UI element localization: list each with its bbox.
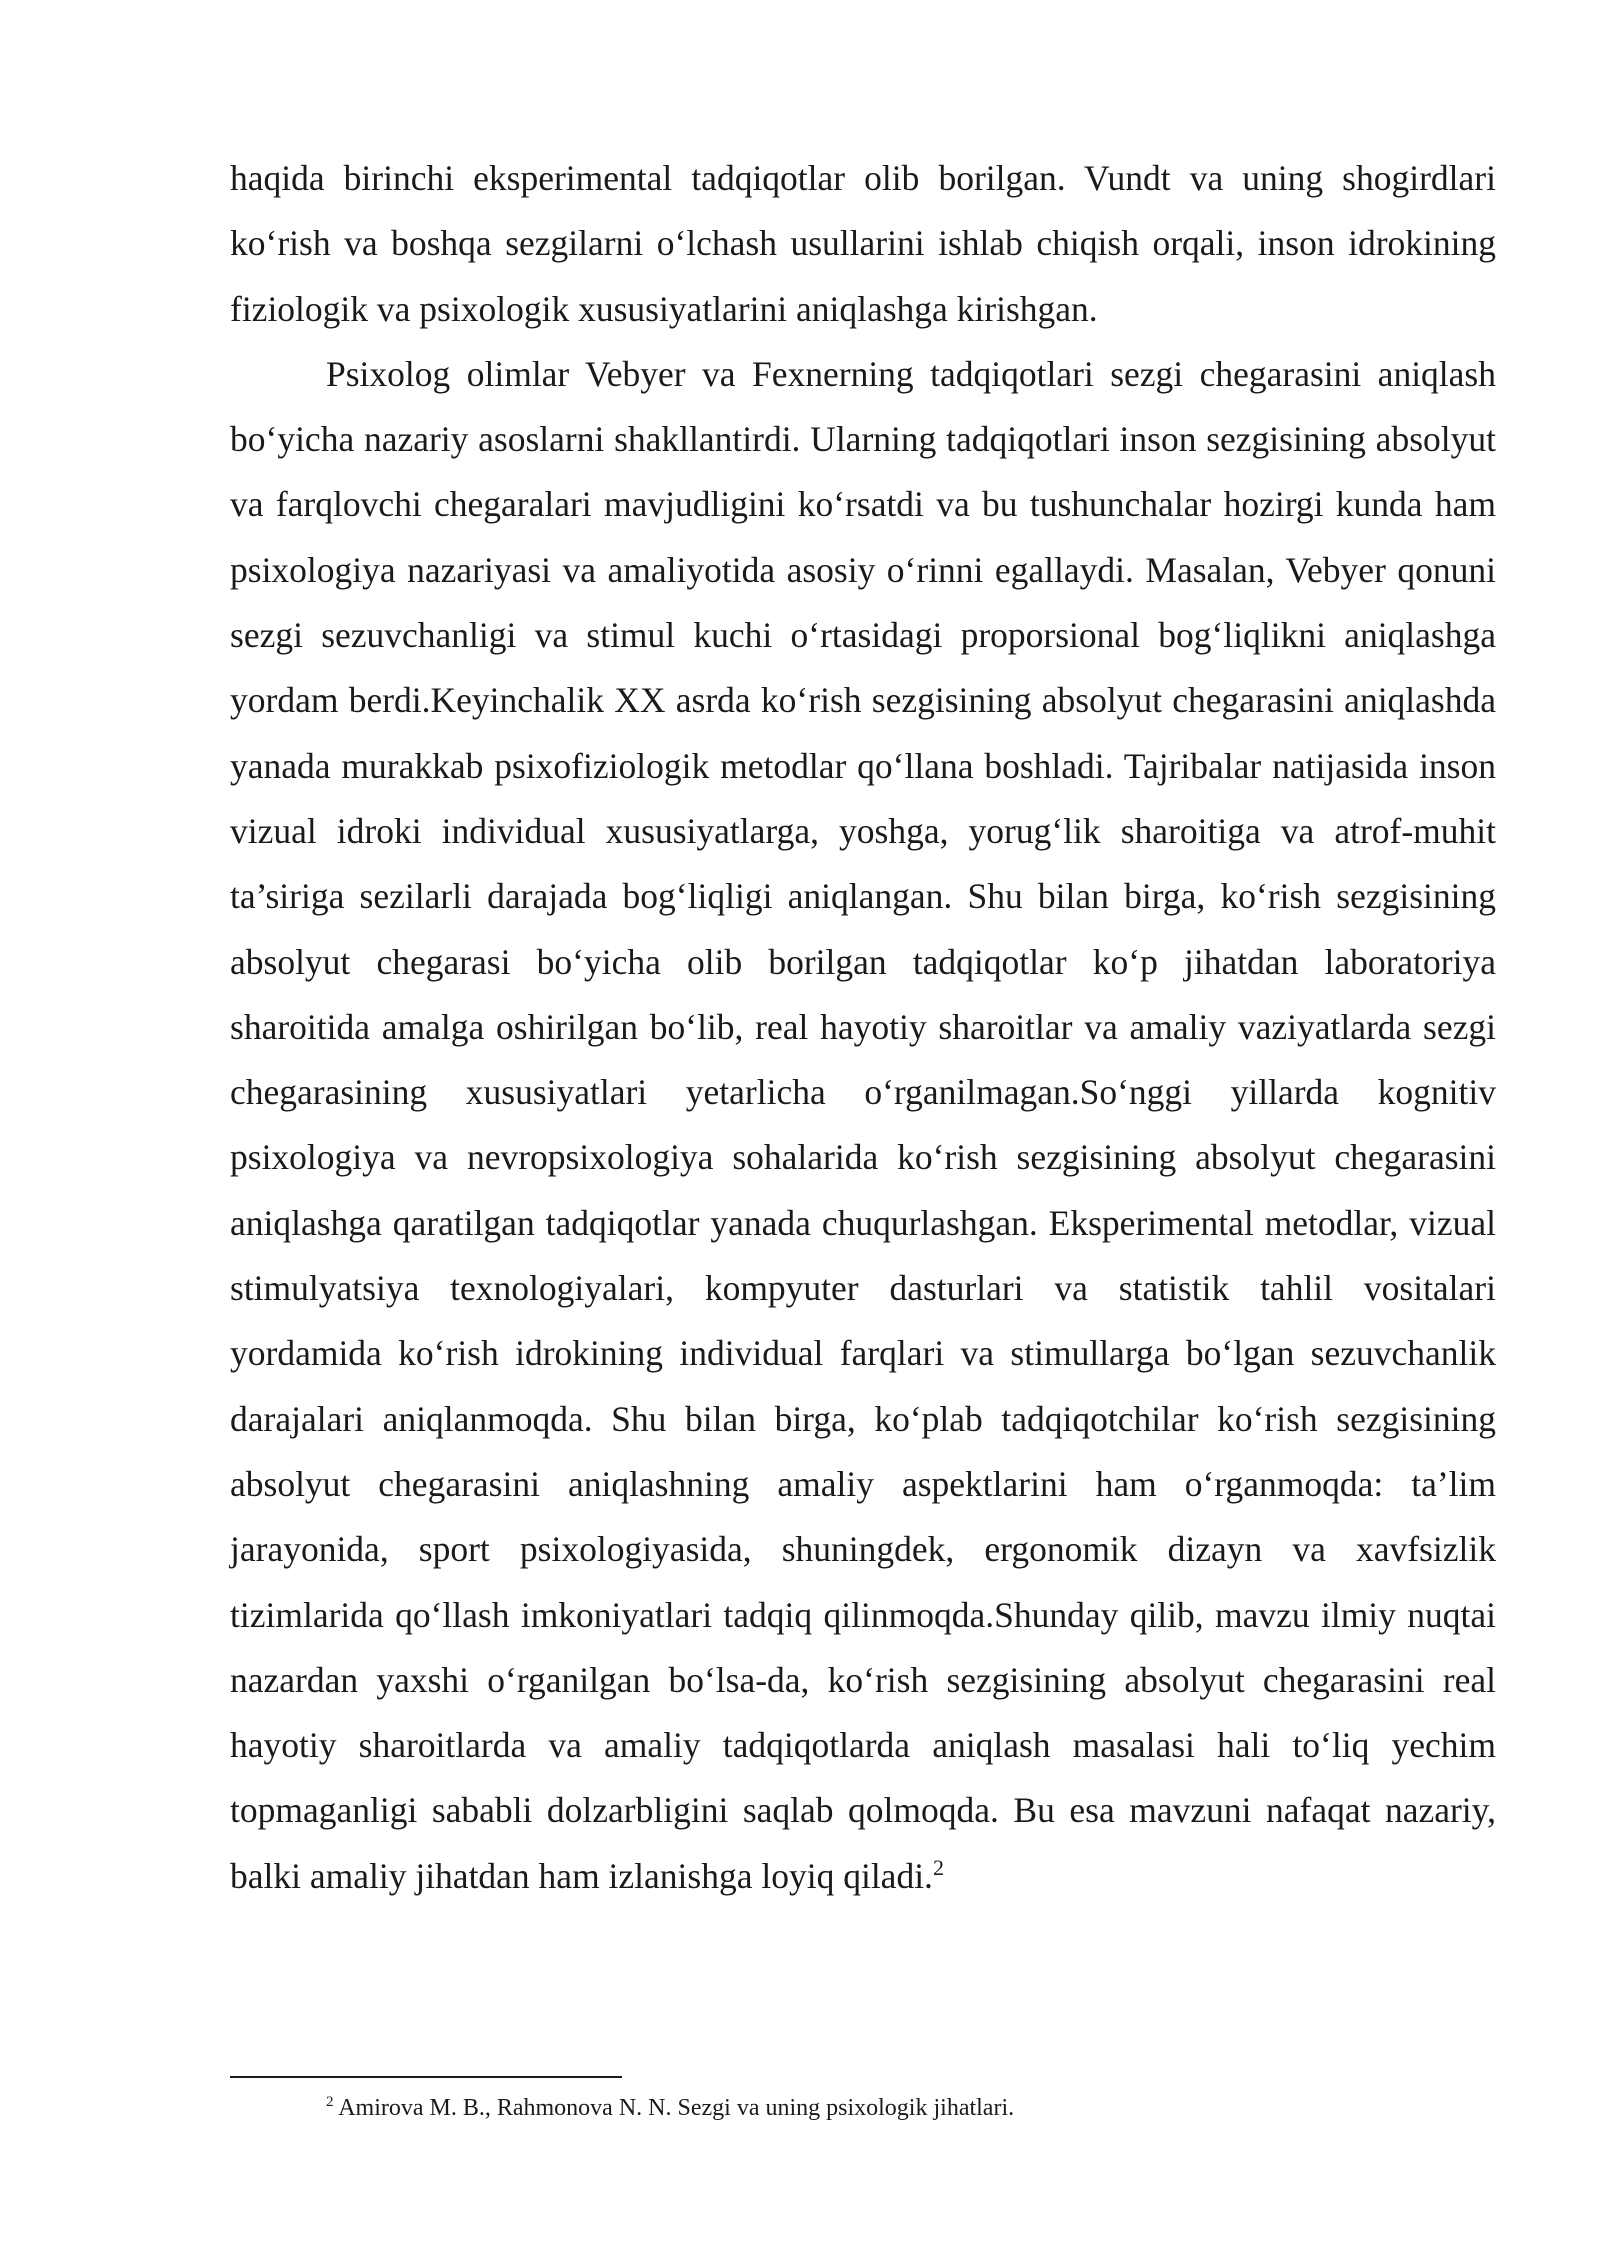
footnote-text: Amirova M. B., Rahmonova N. N. Sezgi va uning psixologik jihatlari. [338, 2095, 1015, 2121]
footnote-number: 2 [326, 2094, 334, 2110]
footnote-reference[interactable]: 2 [932, 1854, 944, 1880]
paragraph-continuation: haqida birinchi eksperimental tadqiqotlar olib borilgan. Vundt va uning shogirdlari ko‘rish va boshqa sezgilarni o‘lchash usullarini ishlab chiqish orqali, inson idrokining fiziologik va psixologik xususiyatlarini aniqlashga kirishgan. [230, 158, 1496, 329]
body-text [230, 146, 1496, 1909]
paragraph-main [230, 342, 1496, 1909]
footnote-separator [230, 2076, 622, 2078]
footnote [326, 2092, 1496, 2124]
paragraph-main-text: Psixolog olimlar Vebyer va Fexnerning tadqiqotlari sezgi chegarasini aniqlash bo‘yicha nazariy asoslarni shakllantirdi. Ularning tadqiqotlari inson sezgisining absolyut va farqlovchi chegaralari mavjudligini ko‘rsatdi va bu tushunchalar hozirgi kunda ham psixologiya nazariyasi va amaliyotida asosiy o‘rinni egallaydi. Masalan, Vebyer qonuni sezgi sezuvchanligi va stimul kuchi o‘rtasidagi proporsional bog‘liqlikni aniqlashga yordam berdi.Keyinchalik XX asrda ko‘rish sezgisining absolyut chegarasini aniqlashda yanada murakkab psixofiziologik metodlar qo‘llana boshladi. Tajribalar natijasida inson vizual idroki individual xususiyatlarga, yoshga, yorug‘lik sharoitiga va atrof-muhit ta’siriga sezilarli darajada bog‘liqligi aniqlangan. Shu bilan birga, ko‘rish sezgisining absolyut chegarasi bo‘yicha olib borilgan tadqiqotlar ko‘p jihatdan laboratoriya sharoitida amalga oshirilgan bo‘lib, real hayotiy sharoitlar va amaliy vaziyatlarda sezgi chegarasining xususiyatlari yetarlicha o‘rganilmagan.So‘nggi yillarda kognitiv psixologiya va nevropsixologiya sohalarida ko‘rish sezgisining absolyut chegarasini aniqlashga qaratilgan tadqiqotlar yanada chuqurlashgan. Eksperimental metodlar, vizual stimulyatsiya texnologiyalari, kompyuter dasturlari va statistik tahlil vositalari yordamida ko‘rish idrokining individual farqlari va stimullarga bo‘lgan sezuvchanlik darajalari aniqlanmoqda. Shu bilan birga, ko‘plab tadqiqotchilar ko‘rish sezgisining absolyut chegarasini aniqlashning amaliy aspektlarini ham o‘rganmoqda: ta’lim jarayonida, sport psixologiyasida, shuningdek, ergonomik dizayn va xavfsizlik tizimlarida qo‘llash imkoniyatlari tadqiq qilinmoqda.Shunday qilib, mavzu ilmiy nuqtai nazardan yaxshi o‘rganilgan bo‘lsa-da, ko‘rish sezgisining absolyut chegarasini real hayotiy sharoitlarda va amaliy tadqiqotlarda aniqlash masalasi hali to‘liq yechim topmaganligi sababli dolzarbligini saqlab qolmoqda. Bu esa mavzuni nafaqat nazariy, balki amaliy jihatdan ham izlanishga loyiq qiladi. [230, 353, 1496, 1896]
